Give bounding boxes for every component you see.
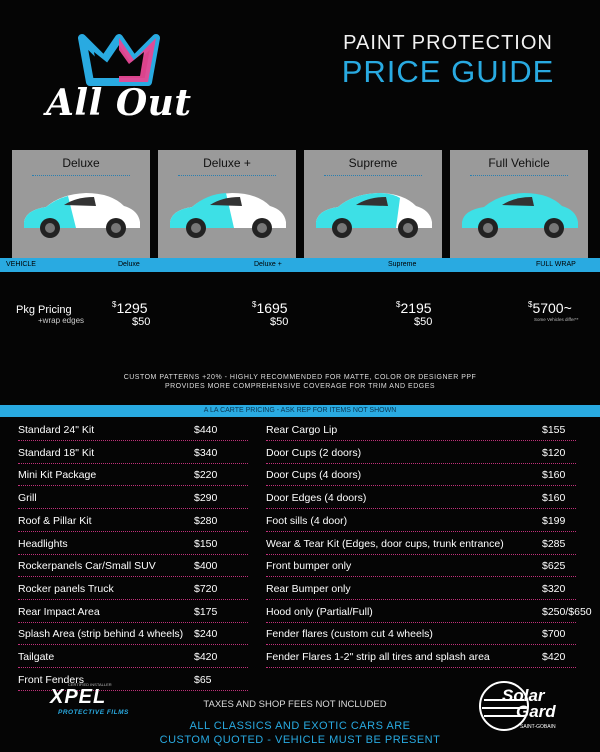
coverage-note: PROVIDES MORE COMPREHENSIVE COVERAGE FOR TRIM AND EDGES bbox=[164, 383, 436, 390]
list-item bbox=[18, 510, 248, 532]
item-price: $155 bbox=[542, 424, 566, 436]
price-deluxe-plus: $1695 bbox=[252, 300, 288, 316]
item-price: $340 bbox=[194, 446, 218, 459]
page-title-line2: PRICE GUIDE bbox=[341, 54, 555, 89]
list-item bbox=[266, 578, 576, 600]
item-price: $625 bbox=[542, 560, 566, 573]
item-price: $120 bbox=[542, 446, 566, 459]
classics-note-line1: ALL CLASSICS AND EXOTIC CARS ARE bbox=[189, 720, 411, 732]
item-price: $280 bbox=[194, 514, 218, 527]
package-card-supreme bbox=[304, 150, 442, 258]
list-item bbox=[18, 601, 248, 623]
item-name: Wear & Tear Kit (Edges, door cups, trunk entrance) bbox=[266, 537, 504, 550]
package-card-deluxe bbox=[12, 150, 150, 258]
item-name: Hood only (Partial/Full) bbox=[266, 605, 373, 618]
classics-note-line2: CUSTOM QUOTED - VEHICLE MUST BE PRESENT bbox=[159, 734, 441, 746]
price-supreme: $2195 bbox=[396, 300, 432, 316]
item-name: Door Cups (4 doors) bbox=[266, 469, 362, 482]
list-item bbox=[18, 419, 248, 441]
vehicle-bar-deluxe: Deluxe bbox=[118, 261, 140, 268]
item-price: $240 bbox=[194, 628, 218, 641]
item-name: Fender Flares 1-2" strip all tires and splash area bbox=[266, 651, 490, 663]
list-item bbox=[18, 533, 248, 555]
list-item bbox=[266, 442, 576, 464]
item-price: $199 bbox=[542, 514, 566, 527]
list-item bbox=[266, 646, 576, 668]
item-name: Rockerpanels Car/Small SUV bbox=[18, 560, 156, 573]
package-name: Supreme bbox=[348, 156, 398, 170]
item-name: Standard 24" Kit bbox=[18, 424, 95, 436]
list-item bbox=[18, 646, 248, 668]
wrap-price-deluxe: $50 bbox=[132, 316, 151, 328]
car-image bbox=[16, 180, 146, 250]
item-name: Door Edges (4 doors) bbox=[266, 492, 367, 505]
item-name: Tailgate bbox=[18, 651, 55, 663]
car-image bbox=[162, 180, 292, 250]
item-price: $160 bbox=[542, 469, 566, 482]
custom-patterns-note: CUSTOM PATTERNS +20% - HIGHLY RECOMMENDED FOR MATTE, COLOR OR DESIGNER PPF bbox=[123, 374, 477, 381]
full-vehicle-note: Some Vehicles differ** bbox=[534, 317, 579, 322]
package-name: Full Vehicle bbox=[488, 156, 550, 170]
price-full-vehicle: $5700~ bbox=[528, 300, 572, 316]
list-item bbox=[266, 464, 576, 486]
list-item bbox=[18, 623, 248, 645]
package-card-deluxe-plus bbox=[158, 150, 296, 258]
item-name: Rear Bumper only bbox=[266, 582, 351, 595]
list-item bbox=[18, 442, 248, 464]
item-price: $420 bbox=[194, 651, 218, 663]
item-price: $440 bbox=[194, 424, 218, 436]
list-item bbox=[266, 510, 576, 532]
item-name: Grill bbox=[18, 492, 37, 505]
item-name: Standard 18" Kit bbox=[18, 446, 95, 459]
taxes-note: TAXES AND SHOP FEES NOT INCLUDED bbox=[203, 699, 387, 710]
list-item bbox=[18, 487, 248, 509]
list-item bbox=[266, 533, 576, 555]
wrap-edges-label: +wrap edges bbox=[38, 316, 85, 325]
item-name: Fender flares (custom cut 4 wheels) bbox=[266, 628, 433, 641]
wrap-price-deluxe-plus: $50 bbox=[270, 316, 289, 328]
item-price: $250/$650 bbox=[542, 605, 592, 618]
item-price: $700 bbox=[542, 628, 566, 641]
pkg-pricing-label: Pkg Pricing bbox=[16, 304, 72, 316]
car-image bbox=[454, 180, 584, 250]
package-name: Deluxe + bbox=[203, 156, 251, 170]
item-name: Rocker panels Truck bbox=[18, 582, 114, 595]
brand-name: All Out bbox=[46, 82, 192, 124]
list-item bbox=[266, 623, 576, 645]
list-item bbox=[266, 601, 592, 623]
vehicle-bar-supreme: Supreme bbox=[388, 261, 417, 268]
item-name: Rear Cargo Lip bbox=[266, 424, 338, 436]
item-name: Front Fenders bbox=[18, 673, 84, 686]
list-item bbox=[18, 555, 248, 577]
item-name: Front bumper only bbox=[266, 560, 352, 573]
list-item bbox=[266, 555, 576, 577]
vehicle-bar-full-wrap: FULL WRAP bbox=[536, 261, 576, 268]
item-price: $320 bbox=[542, 582, 566, 595]
page-title-line1: PAINT PROTECTION bbox=[343, 32, 553, 54]
item-name: Roof & Pillar Kit bbox=[18, 514, 92, 527]
item-price: $65 bbox=[194, 673, 212, 686]
price-deluxe: $1295 bbox=[112, 300, 148, 316]
item-price: $220 bbox=[194, 469, 218, 482]
xpel-logo: CERTIFIED INSTALLER XPEL PROTECTIVE FILMS bbox=[50, 682, 129, 716]
item-name: Mini Kit Package bbox=[18, 469, 97, 482]
item-price: $175 bbox=[194, 605, 218, 618]
item-price: $400 bbox=[194, 560, 218, 573]
package-card-full-vehicle bbox=[450, 150, 588, 258]
vehicle-bar-deluxe-plus: Deluxe + bbox=[254, 261, 282, 268]
vehicle-bar bbox=[0, 258, 600, 272]
item-price: $720 bbox=[194, 582, 218, 595]
wrap-price-supreme: $50 bbox=[414, 316, 433, 328]
list-item bbox=[18, 578, 248, 600]
item-name: Headlights bbox=[18, 537, 68, 550]
list-item bbox=[266, 419, 576, 441]
item-name: Splash Area (strip behind 4 wheels) bbox=[18, 628, 184, 641]
item-price: $285 bbox=[542, 537, 566, 550]
list-item bbox=[18, 464, 248, 486]
alacarte-bar: A LA CARTE PRICING - ASK REP FOR ITEMS NOT SHOWN bbox=[0, 405, 600, 417]
item-name: Door Cups (2 doors) bbox=[266, 446, 362, 459]
car-image bbox=[308, 180, 438, 250]
item-price: $150 bbox=[194, 537, 218, 550]
package-name: Deluxe bbox=[62, 156, 100, 170]
item-price: $160 bbox=[542, 492, 566, 505]
list-item bbox=[266, 487, 576, 509]
item-price: $420 bbox=[542, 651, 566, 663]
vehicle-label: VEHICLE bbox=[6, 261, 36, 268]
item-price: $290 bbox=[194, 492, 218, 505]
solargard-logo: Solar Gard SAINT-GOBAIN bbox=[476, 680, 576, 740]
item-name: Rear Impact Area bbox=[18, 605, 100, 618]
item-name: Foot sills (4 door) bbox=[266, 514, 348, 527]
